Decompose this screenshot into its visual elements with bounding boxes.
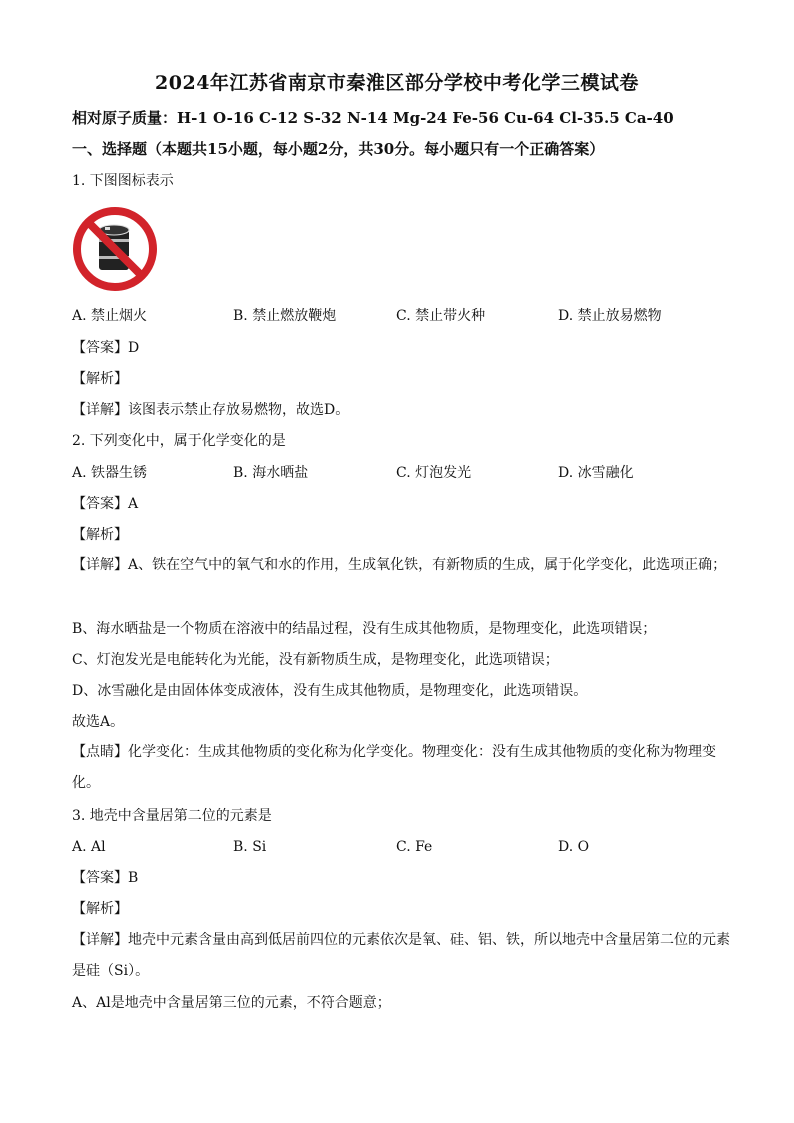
question-1-detail: 【详解】该图表示禁止存放易燃物，故选D。 (72, 402, 350, 418)
question-2-detail-c: C、灯泡发光是电能转化为光能，没有新物质生成，是物理变化，此选项错误； (72, 652, 559, 668)
question-3-stem: 3. 地壳中含量居第二位的元素是 (72, 808, 272, 824)
question-1-option-a: A. 禁止烟火 (72, 308, 148, 324)
question-2-detail-d: D、冰雪融化是由固体体变成液体，没有生成其他物质，是物理变化，此选项错误。 (72, 683, 588, 699)
question-3-option-d: D. O (558, 839, 590, 855)
question-2-conclusion: 故选A。 (72, 714, 125, 730)
question-3-option-a: A. Al (72, 839, 106, 855)
question-1-analysis: 【解析】 (72, 371, 128, 387)
question-2-detail-b: B、海水晒盐是一个物质在溶液中的结晶过程，没有生成其他物质，是物理变化，此选项错误； (72, 621, 657, 637)
question-3-answer: 【答案】B (72, 870, 139, 886)
question-3-option-b: B. Si (233, 839, 267, 855)
question-2-option-d: D. 冰雪融化 (558, 465, 634, 481)
question-1-stem: 1. 下图图标表示 (72, 173, 174, 189)
question-2-answer: 【答案】A (72, 496, 139, 512)
question-2-detail: 【详解】A、铁在空气中的氧气和水的作用，生成氧化铁，有新物质的生成，属于化学变化，此选项正确； (72, 557, 727, 573)
question-2-option-a: A. 铁器生锈 (72, 465, 148, 481)
question-2-stem: 2. 下列变化中，属于化学变化的是 (72, 433, 286, 449)
question-1-option-c: C. 禁止带火种 (396, 308, 486, 324)
page-title: 2024年江苏省南京市秦淮区部分学校中考化学三模试卷 (155, 72, 639, 94)
question-1-option-d: D. 禁止放易燃物 (558, 308, 662, 324)
question-3-analysis: 【解析】 (72, 901, 128, 917)
question-1-option-b: B. 禁止燃放鞭炮 (233, 308, 337, 324)
question-2-option-c: C. 灯泡发光 (396, 465, 472, 481)
question-1-answer: 【答案】D (72, 340, 140, 356)
question-3-detail: 【详解】地壳中元素含量由高到低居前四位的元素依次是氧、硅、铝、铁，所以地壳中含量居第二位的元素是硅（Si）。 (72, 932, 730, 979)
question-3-detail-a: A、Al是地壳中含量居第三位的元素，不符合题意； (72, 995, 391, 1011)
question-2-analysis: 【解析】 (72, 527, 128, 543)
question-2-option-b: B. 海水晒盐 (233, 465, 309, 481)
no-flammable-storage-icon (72, 206, 158, 292)
question-3-option-c: C. Fe (396, 839, 433, 855)
atomic-mass-line: 相对原子质量：H-1 O-16 C-12 S-32 N-14 Mg-24 Fe-56 Cu-64 Cl-35.5 Ca-40 (72, 109, 674, 127)
section-heading: 一、选择题（本题共15小题，每小题2分，共30分。每小题只有一个正确答案） (72, 140, 605, 158)
question-2-comment: 【点睛】化学变化：生成其他物质的变化称为化学变化。物理变化：没有生成其他物质的变化称为物理变化。 (72, 744, 716, 791)
